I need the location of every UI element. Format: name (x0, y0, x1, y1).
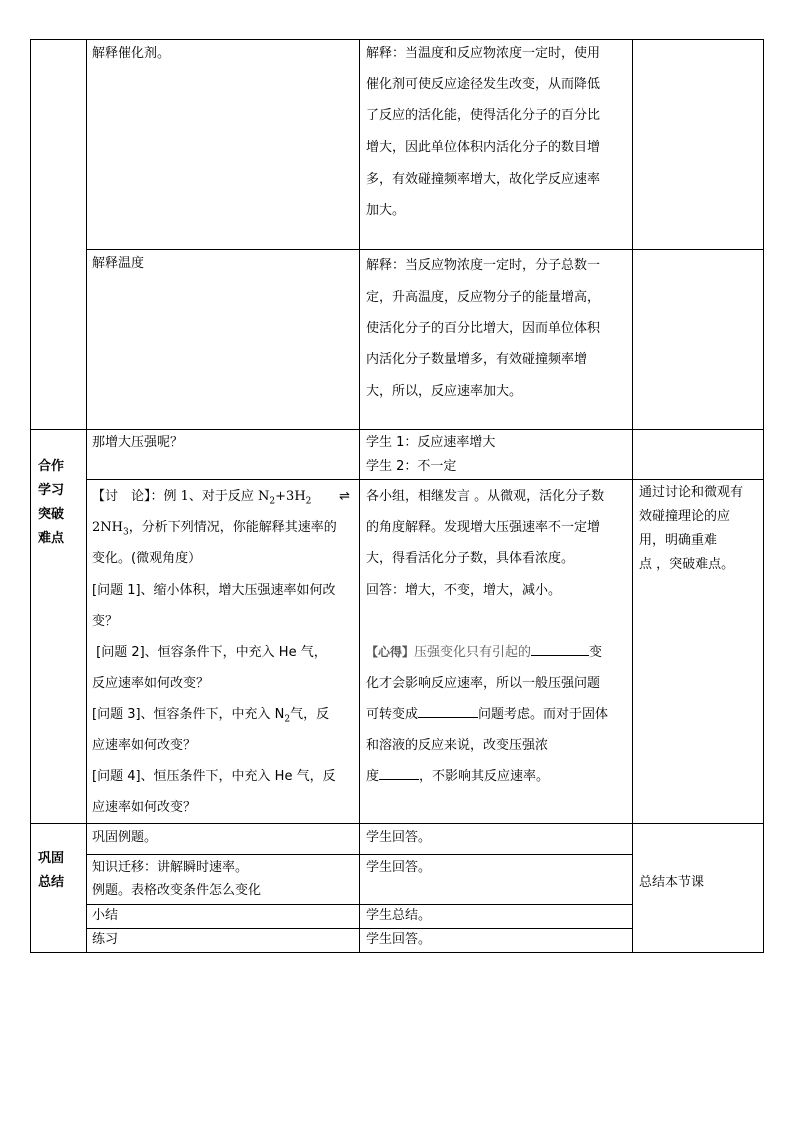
design-line: 用，明确重难 (639, 533, 718, 548)
discussion-line: 变化。(微观角度） (92, 551, 202, 566)
student-answer-line: 学生 2：不一定 (366, 459, 457, 474)
sub-2: 2 (284, 714, 291, 725)
xinde-line (366, 637, 602, 668)
section-label-line: 合作 (38, 459, 65, 474)
student-answer-line: 学生 1：反应速率增大 (366, 435, 496, 450)
xinde-l3-post: 问题考虑。而对于固体 (478, 707, 609, 722)
plus-h: +3H (275, 489, 306, 504)
row2-student-line: 内活化分子数量增多，有效碰撞频率增 (366, 352, 588, 367)
question-4: [问题 4]、恒压条件下，中充入 He 气，反 (92, 769, 336, 784)
row1-student-line: 增大，因此单位体积内活化分子的数目增 (366, 140, 601, 155)
section-label-line: 总结 (38, 875, 65, 890)
equilibrium-arrow-icon: ⇌ (339, 489, 350, 504)
xinde-l5-pre: 度 (366, 769, 380, 784)
question-3-cont: 应速率如何改变？ (92, 738, 197, 753)
xinde-line: 和溶液的反应来说，改变压强浓 (366, 738, 549, 753)
row1-student-line: 加大。 (366, 203, 406, 218)
q3-pre: [问题 3]、恒容条件下，中充入 N (92, 707, 285, 722)
row-teacher: 小结 (92, 908, 119, 923)
answer-line: 各小组，相继发言 。从微观，活化分子数 (366, 489, 605, 504)
design-line: 点 ，突破难点。 (639, 557, 735, 572)
q3-post: 气，反 (290, 707, 330, 722)
row2-student-line: 解释：当反应物浓度一定时，分子总数一 (366, 258, 601, 273)
design-line: 效碰撞理论的应 (639, 509, 731, 524)
row-student: 学生总结。 (366, 908, 432, 923)
fill-blank (418, 703, 478, 718)
section-label-line: 学习 (38, 483, 65, 498)
pressure-question: 那增大压强呢？ (92, 435, 184, 450)
question-1: [问题 1]、缩小体积，增大压强速率如何改 (92, 583, 336, 598)
row2-student-line: 定，升高温度，反应物分子的能量增高， (366, 290, 601, 305)
xinde-line (366, 699, 608, 730)
row-teacher: 巩固例题。 (92, 830, 158, 845)
question-4-cont: 应速率如何改变？ (92, 800, 197, 815)
line2-post: ，分析下列情况，你能解释其速率的 (128, 520, 337, 535)
xinde-l3-pre: 可转变成 (366, 707, 419, 722)
xinde-l5-post: ，不影响其反应速率。 (419, 769, 550, 784)
row-student: 学生回答。 (366, 830, 432, 845)
xinde-l1-end: 变 (589, 645, 603, 660)
question-2: [问题 2]、恒容条件下，中充入 He 气， (92, 645, 327, 660)
answer-line: 大，得看活化分子数，具体看浓度。 (366, 551, 575, 566)
row1-teacher: 解释催化剂。 (92, 46, 171, 61)
row-student: 学生回答。 (366, 860, 432, 875)
section-label-line: 巩固 (38, 851, 65, 866)
section-label-line: 突破 (38, 507, 65, 522)
row-teacher: 例题。表格改变条件怎么变化 (92, 883, 262, 898)
nh-text: 2NH (92, 520, 123, 535)
section3-design: 总结本节课 (639, 875, 705, 890)
answer-line: 的角度解释。发现增大压强速率不一定增 (366, 520, 601, 535)
question-2-cont: 反应速率如何改变？ (92, 676, 210, 691)
row-teacher: 知识迁移：讲解瞬时速率。 (92, 860, 249, 875)
row1-student-line: 多，有效碰撞频率增大，故化学反应速率 (366, 172, 601, 187)
row2-student-line: 使活化分子的百分比增大，因而单位体积 (366, 321, 601, 336)
fill-blank (379, 765, 419, 780)
design-line: 通过讨论和微观有 (639, 485, 744, 500)
section-label-line: 难点 (38, 531, 65, 546)
sub-2: 2 (269, 496, 276, 507)
xinde-line: 化才会影响反应速率，所以一般压强问题 (366, 676, 601, 691)
row1-student-line: 催化剂可使反应途径发生改变，从而降低 (366, 77, 601, 92)
sub-2: 2 (305, 496, 312, 507)
discussion-head: 【讨 论】：例 1、对于反应 N (92, 489, 270, 504)
row-teacher: 练习 (92, 932, 119, 947)
xinde-line (366, 761, 549, 792)
xinde-l1: 压强变化只有引起的 (414, 645, 532, 660)
row1-student-line: 解释：当温度和反应物浓度一定时，使用 (366, 46, 601, 61)
row1-student-line: 了反应的活化能，使得活化分子的百分比 (366, 108, 601, 123)
row-student: 学生回答。 (366, 932, 432, 947)
answer-line: 回答：增大，不变，增大，减小。 (366, 583, 562, 598)
row2-student-line: 大，所以，反应速率加大。 (366, 384, 523, 399)
xinde-head: 【心得】 (366, 645, 415, 659)
question-1-cont: 变？ (92, 614, 119, 629)
row2-teacher: 解释温度 (92, 256, 145, 271)
fill-blank (531, 641, 589, 656)
sub-3: 3 (122, 527, 129, 538)
